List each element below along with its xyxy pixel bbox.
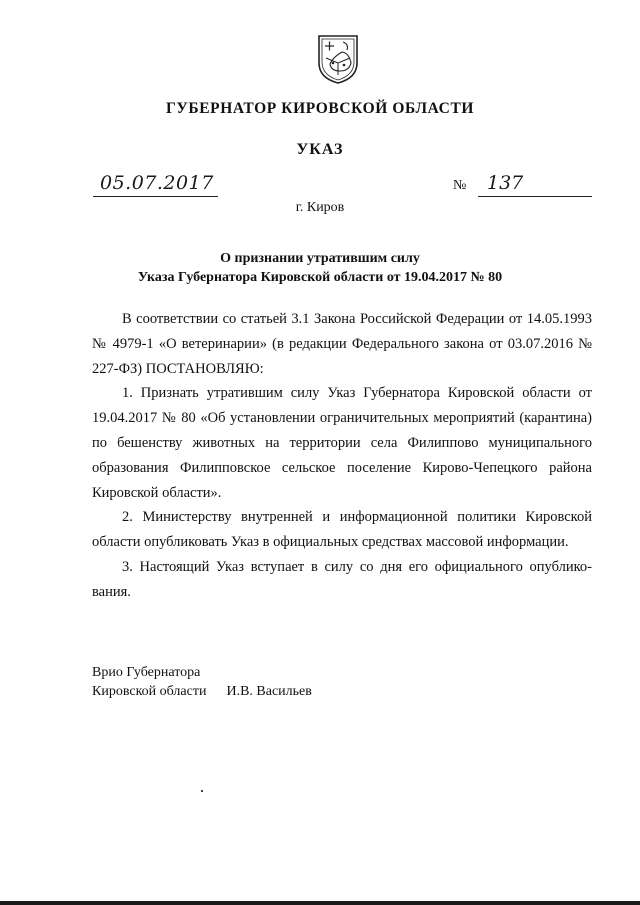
subject-line-1: О признании утратившим силу [220,251,420,266]
date-underline [93,196,218,197]
signatory-title-line-1: Врио Губернатора [92,665,201,680]
decree-date: 05.07.2017 [100,172,214,194]
coat-of-arms-icon [316,33,360,85]
item-paragraph-3: 3. Настоящий Указ вступает в силу со дня его официального опубликования. [92,558,592,600]
city: г. Киров [295,200,345,215]
decree-body [92,307,592,605]
document-type: УКАЗ [296,141,344,158]
preamble-paragraph: В соответствии со статьей 3.1 Закона Российской Федерации от 14.05.1993 № 4979-1 «О ветеринарии» (в редакции Федерального закона от 03.07.2016 № 227-ФЗ) ПОСТАНОВЛЯЮ: [92,311,592,377]
signatory-title-line-2: Кировской области [92,684,207,699]
number-label: № [453,178,467,193]
signature-block [92,663,312,701]
item-paragraph-2: 2. Министерству внутренней и информационной политики Кировской области опубликовать Указ в официальных средствах массовой информации. [92,509,592,551]
item-paragraph-1: 1. Признать утратившим силу Указ Губернатора Кировской области от 19.04.2017 № 80 «Об установлении ограничительных мероприятий (карантина) по бешенству животных на территории села Филиппово муниципального образования Филипповское сельское поселение Кирово-Чепецкого района Кировской области». [92,385,592,501]
decree-number: 137 [487,172,524,194]
issuing-authority: ГУБЕРНАТОР КИРОВСКОЙ ОБЛАСТИ [165,100,475,117]
scan-speck [201,790,203,792]
subject-line-2: Указа Губернатора Кировской области от 19.04.2017 № 80 [137,270,503,285]
signatory-name: И.В. Васильев [226,684,312,699]
decree-subject [0,249,640,287]
page-bottom-edge [0,901,640,905]
signatory-row [92,682,312,701]
number-underline [478,196,592,197]
